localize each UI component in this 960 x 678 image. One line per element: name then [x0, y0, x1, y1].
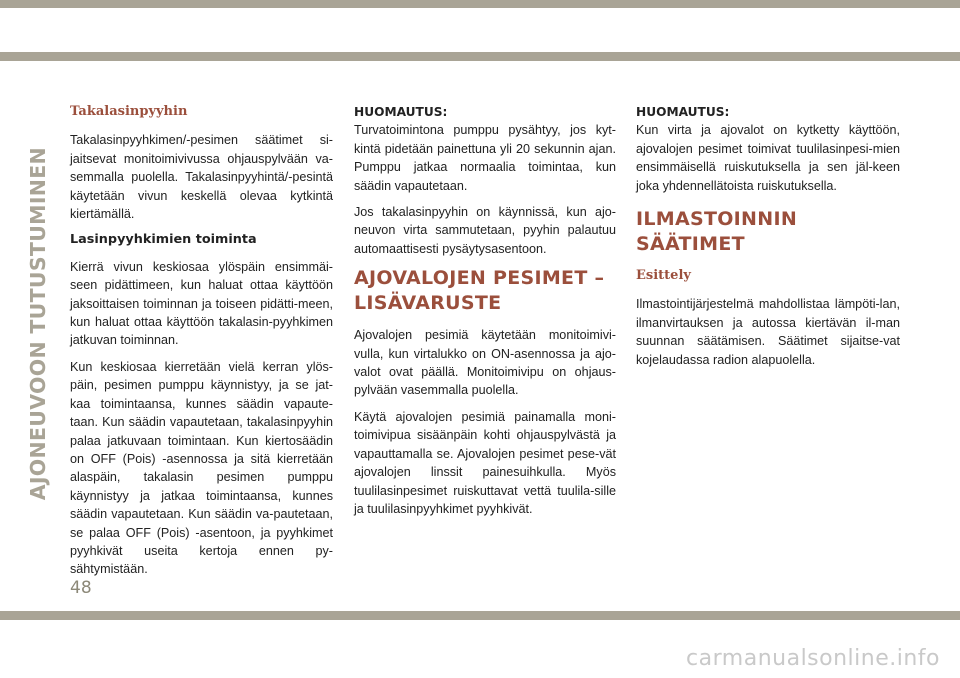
headlamp-washers-heading: AJOVALOJEN PESIMET – LISÄVARUSTE [354, 267, 605, 315]
wiper-operation-para-1: Kierrä vivun keskiosaa ylöspäin ensimmäi-seen pidättimeen, kun haluat ottaa käyttöön jaksoittaisen toiminnan ja toiseen pidätti-meen, kun haluat ottaa käyttöön takalasin-pyyhkimen jatkuvan toiminnan. [70, 259, 333, 348]
side-title-text: AJONEUVOON TUTUSTUMINEN [26, 147, 50, 501]
column-3 [636, 103, 900, 377]
headlamp-washers-para-1: Ajovalojen pesimiä käytetään monitoimivi-vulla, kun virtalukko on ON-asennossa ja ajo-valot ovat päällä. Monitoimivipu on ohjaus-pylvään vasemmalla puolella. [354, 328, 616, 398]
wiper-operation-para-2: Kun keskiosaa kierretään vielä kerran ylös-päin, pesimen pumppu käynnistyy, ja se jat-kaa toimintaansa, kunnes säädin vapaute-taan. Kun säädin vapautetaan, takalasinpyyhin palaa jatkuvaan toimintaan. Kun kiertosäädin on OFF (Pois) -asennossa ja sitä kierretään alaspäin, takalasin pesimen pumppu käynnistyy ja jatkaa toimintaansa, kunnes säädin vapautetaan. Kun säädin va-pautetaan, se palaa OFF (Pois) -asentoon, ja pyyhkimet pyyhkivät useita kertoja ennen py-sähtymistään. [70, 359, 333, 577]
auto-park-para: Jos takalasinpyyhin on käynnissä, kun ajo-neuvon virta sammutetaan, pyyhin palautuu automaattisesti pysäytysasentoon. [354, 205, 616, 256]
intro-subheading: Esittely [636, 268, 691, 284]
footer-band [0, 611, 960, 620]
note-text: Turvatoimintona pumppu pysähtyy, jos kyt-kintä pidetään painettuna yli 20 sekunnin ajan. Pumppu jatkaa normaalia toimintaa, kun säädin vapautetaan. [354, 123, 616, 193]
rear-wiper-heading: Takalasinpyyhin [70, 104, 188, 119]
watermark: carmanualsonline.info [686, 646, 940, 671]
section-side-title [24, 102, 52, 546]
note-text: Kun virta ja ajovalot on kytketty käyttöön, ajovalojen pesimet toimivat tuulilasinpesi-mien ensimmäisellä ruiskutuksella ja sen jäl-keen joka yhdennellätoista ruiskutuksella. [636, 123, 900, 193]
note-block [354, 103, 616, 195]
note-block [636, 103, 900, 195]
climate-intro-para: Ilmastointijärjestelmä mahdollistaa lämpöti-lan, ilmanvirtauksen ja autossa kiertävän il-man suunnan säätämisen. Säätimet sijaitse-vat kojelaudassa radion alapuolella. [636, 297, 900, 367]
page-number: 48 [70, 578, 92, 598]
column-2 [354, 103, 616, 526]
header-band [0, 52, 960, 61]
wiper-operation-heading: Lasinpyyhkimien toiminta [70, 232, 257, 248]
column-1 [70, 103, 333, 587]
note-label: HUOMAUTUS: [636, 105, 730, 119]
top-band [0, 0, 960, 8]
rear-wiper-intro: Takalasinpyyhkimen/-pesimen säätimet si-jaitsevat monitoimivivussa ohjauspylvään va-semmalla puolella. Takalasinpyyhintä/-pesintä käytetään vivun keskellä olevaa kytkintä kiertämällä. [70, 133, 333, 222]
note-label: HUOMAUTUS: [354, 105, 448, 119]
headlamp-washers-para-2: Käytä ajovalojen pesimiä painamalla moni-toimivipua sisäänpäin kohti ohjauspylvästä ja vapauttamalla se. Ajovalojen pesimet pese-vät ajovalojen linssit painesuihkulla. Myös tuulilasinpesimet ruiskuttavat vettä tuulila-sille ja tuulilasinpyyhkimet pyyhkivät. [354, 409, 616, 516]
climate-controls-heading: ILMASTOINNIN SÄÄTIMET [636, 208, 798, 256]
